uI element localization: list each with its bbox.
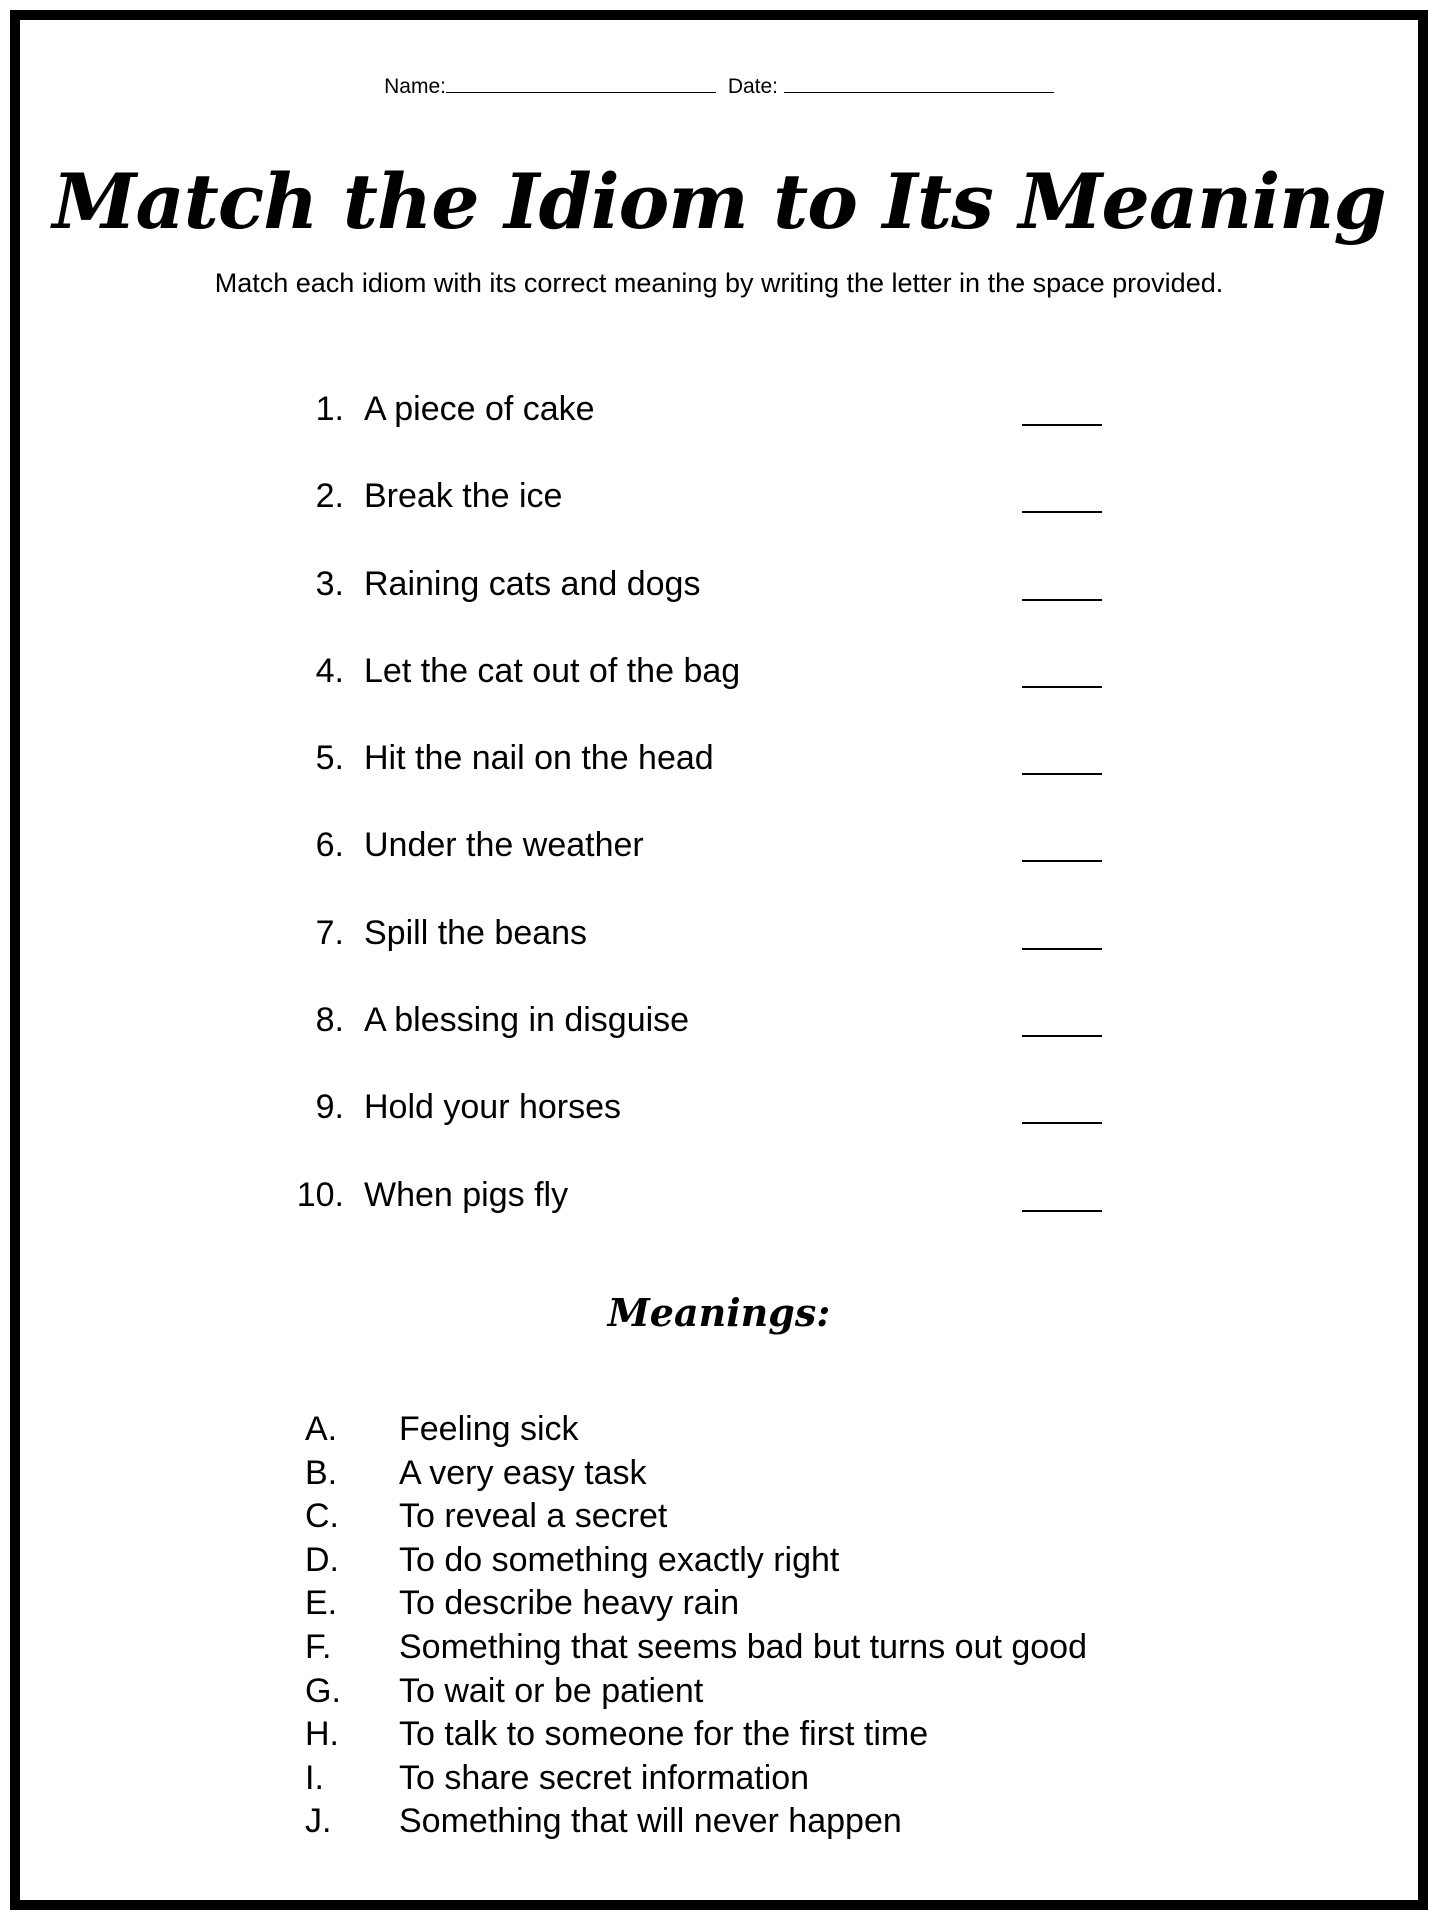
idiom-item [0, 1084, 1438, 1171]
meaning-letter: C. [305, 1497, 339, 1536]
idiom-number: 4. [315, 651, 344, 690]
meaning-letter: H. [305, 1715, 339, 1754]
meaning-letter: I. [305, 1758, 324, 1797]
meaning-item [0, 1410, 1438, 1454]
idiom-item [0, 473, 1438, 560]
meaning-item [0, 1759, 1438, 1803]
idiom-text: Let the cat out of the bag [364, 651, 741, 690]
meaning-item [0, 1672, 1438, 1716]
idiom-text: Break the ice [364, 477, 563, 516]
meaning-item [0, 1628, 1438, 1672]
idiom-text: A piece of cake [364, 390, 595, 428]
idiom-item [0, 997, 1438, 1084]
idiom-text: A blessing in disguise [364, 1001, 690, 1040]
idiom-item [0, 561, 1438, 648]
date-label: Date: [727, 75, 779, 98]
answer-blank[interactable] [1022, 948, 1102, 950]
idiom-text: Under the weather [364, 826, 644, 865]
idiom-number: 6. [315, 826, 344, 865]
answer-blank[interactable] [1022, 773, 1102, 775]
idiom-item [0, 1172, 1438, 1259]
idiom-text: When pigs fly [364, 1175, 569, 1214]
idiom-text: Raining cats and dogs [364, 564, 701, 603]
instructions: Match each idiom with its correct meaning by writing the letter in the space provided. [214, 268, 1224, 298]
meaning-text: To do something exactly right [399, 1540, 840, 1579]
name-blank[interactable] [446, 72, 716, 93]
idiom-item [0, 735, 1438, 822]
meaning-letter: D. [305, 1540, 339, 1579]
idiom-list [0, 386, 1438, 1259]
idiom-number: 7. [315, 913, 344, 952]
idiom-number: 9. [315, 1088, 344, 1127]
meaning-text: To reveal a secret [399, 1497, 668, 1536]
meaning-item [0, 1715, 1438, 1759]
answer-blank[interactable] [1022, 1122, 1102, 1124]
meaning-text: A very easy task [399, 1453, 647, 1492]
meaning-letter: G. [305, 1671, 341, 1710]
meaning-item [0, 1541, 1438, 1585]
name-label: Name: [384, 75, 446, 98]
idiom-number: 1. [315, 390, 344, 428]
answer-blank[interactable] [1022, 686, 1102, 688]
idiom-item [0, 910, 1438, 997]
date-blank[interactable] [784, 72, 1054, 93]
answer-blank[interactable] [1022, 1210, 1102, 1212]
meaning-text: Feeling sick [399, 1410, 579, 1448]
meaning-item [0, 1584, 1438, 1628]
meanings-heading: Meanings: [607, 1290, 831, 1335]
meaning-letter: J. [305, 1802, 332, 1841]
answer-blank[interactable] [1022, 511, 1102, 513]
meaning-item [0, 1454, 1438, 1498]
idiom-number: 8. [315, 1001, 344, 1040]
meaning-letter: B. [305, 1453, 338, 1492]
answer-blank[interactable] [1022, 424, 1102, 426]
meaning-text: Something that seems bad but turns out good [399, 1627, 1088, 1666]
idiom-number: 5. [315, 739, 344, 778]
meaning-letter: F. [305, 1627, 332, 1666]
answer-blank[interactable] [1022, 860, 1102, 862]
idiom-text: Spill the beans [364, 913, 588, 952]
meaning-text: To share secret information [399, 1758, 810, 1797]
idiom-number: 3. [315, 564, 344, 603]
idiom-item [0, 648, 1438, 735]
idiom-text: Hold your horses [364, 1088, 622, 1127]
idiom-text: Hit the nail on the head [364, 739, 714, 778]
answer-blank[interactable] [1022, 1035, 1102, 1037]
meaning-text: Something that will never happen [399, 1802, 902, 1841]
name-date-line [0, 72, 1438, 99]
meaning-text: To talk to someone for the first time [399, 1715, 929, 1754]
meaning-text: To describe heavy rain [399, 1584, 740, 1623]
meaning-list [0, 1410, 1438, 1846]
idiom-item [0, 386, 1438, 473]
meaning-text: To wait or be patient [399, 1671, 704, 1710]
idiom-number: 2. [315, 477, 344, 516]
answer-blank[interactable] [1022, 599, 1102, 601]
meaning-item [0, 1802, 1438, 1846]
idiom-number: 10. [296, 1175, 344, 1214]
idiom-item [0, 822, 1438, 909]
meaning-letter: A. [305, 1410, 338, 1448]
meaning-letter: E. [305, 1584, 338, 1623]
worksheet-title: Match the Idiom to Its Meaning [52, 157, 1386, 246]
meaning-item [0, 1497, 1438, 1541]
